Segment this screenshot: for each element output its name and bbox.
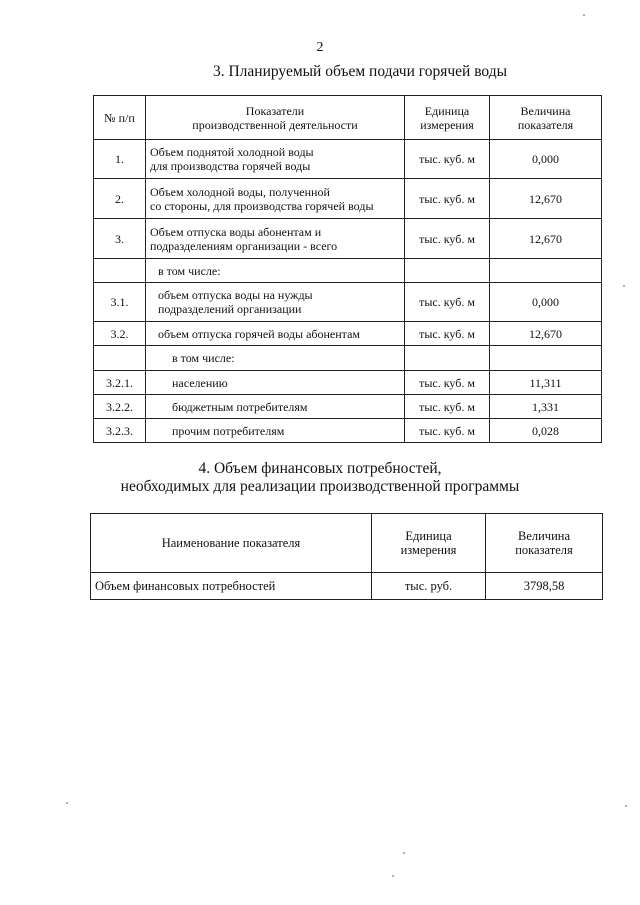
header-indicator: Наименование показателя bbox=[91, 514, 372, 573]
header-value: Величина показателя bbox=[490, 96, 602, 140]
table-row bbox=[94, 179, 602, 219]
header-unit: Единица измерения bbox=[405, 96, 490, 140]
row-value bbox=[490, 346, 602, 371]
row-label: Объем финансовых потребностей bbox=[91, 573, 372, 600]
row-value: 12,670 bbox=[490, 219, 602, 259]
row-value bbox=[490, 259, 602, 283]
section-4-title-line-2: необходимых для реализации производственной программы bbox=[120, 478, 520, 495]
table-row bbox=[94, 419, 602, 443]
scan-speck bbox=[625, 805, 627, 807]
row-label: бюджетным потребителям bbox=[146, 395, 405, 419]
row-unit: тыс. куб. м bbox=[405, 419, 490, 443]
row-unit bbox=[405, 346, 490, 371]
section-3-title: 3. Планируемый объем подачи горячей воды bbox=[212, 63, 508, 80]
row-label: прочим потребителям bbox=[146, 419, 405, 443]
row-num: 3. bbox=[94, 219, 146, 259]
row-unit: тыс. куб. м bbox=[405, 395, 490, 419]
row-num: 1. bbox=[94, 140, 146, 179]
row-unit: тыс. руб. bbox=[372, 573, 486, 600]
table-row bbox=[91, 573, 603, 600]
table-row bbox=[94, 283, 602, 322]
scan-speck bbox=[623, 285, 625, 287]
table-row bbox=[94, 346, 602, 371]
row-value: 0,028 bbox=[490, 419, 602, 443]
row-value: 0,000 bbox=[490, 283, 602, 322]
row-value: 1,331 bbox=[490, 395, 602, 419]
row-unit: тыс. куб. м bbox=[405, 140, 490, 179]
financial-needs-table bbox=[90, 513, 603, 600]
row-label: Объем отпуска воды абонентам и подразделениям организации - всего bbox=[146, 219, 405, 259]
row-value: 0,000 bbox=[490, 140, 602, 179]
row-label: Объем холодной воды, полученной со стороны, для производства горячей воды bbox=[146, 179, 405, 219]
header-value: Величина показателя bbox=[486, 514, 603, 573]
table-row bbox=[94, 140, 602, 179]
row-label: объем отпуска горячей воды абонентам bbox=[146, 322, 405, 346]
section-4-title bbox=[0, 460, 640, 496]
row-num: 2. bbox=[94, 179, 146, 219]
row-num bbox=[94, 259, 146, 283]
table-header-row bbox=[91, 514, 603, 573]
hot-water-volume-table bbox=[93, 95, 602, 443]
page-number: 2 bbox=[316, 40, 324, 55]
section-4-title-line-1: 4. Объем финансовых потребностей, bbox=[198, 460, 442, 477]
scan-speck bbox=[392, 875, 394, 877]
row-unit: тыс. куб. м bbox=[405, 283, 490, 322]
row-value: 12,670 bbox=[490, 179, 602, 219]
row-unit: тыс. куб. м bbox=[405, 322, 490, 346]
table-row bbox=[94, 219, 602, 259]
header-indicator: Показатели производственной деятельности bbox=[146, 96, 405, 140]
header-num: № п/п bbox=[94, 96, 146, 140]
scan-speck bbox=[583, 14, 585, 16]
row-value: 12,670 bbox=[490, 322, 602, 346]
header-unit: Единица измерения bbox=[372, 514, 486, 573]
row-unit: тыс. куб. м bbox=[405, 371, 490, 395]
row-num: 3.2.1. bbox=[94, 371, 146, 395]
row-num: 3.1. bbox=[94, 283, 146, 322]
table-row bbox=[94, 259, 602, 283]
row-value: 3798,58 bbox=[486, 573, 603, 600]
scan-speck bbox=[66, 802, 68, 804]
row-label: объем отпуска воды на нужды подразделений организации bbox=[146, 283, 405, 322]
row-label: населению bbox=[146, 371, 405, 395]
row-unit: тыс. куб. м bbox=[405, 179, 490, 219]
row-num: 3.2. bbox=[94, 322, 146, 346]
table-row bbox=[94, 395, 602, 419]
row-label: Объем поднятой холодной воды для производства горячей воды bbox=[146, 140, 405, 179]
row-num: 3.2.2. bbox=[94, 395, 146, 419]
table-row bbox=[94, 322, 602, 346]
table-row bbox=[94, 371, 602, 395]
row-label: в том числе: bbox=[146, 346, 405, 371]
table-header-row bbox=[94, 96, 602, 140]
row-num bbox=[94, 346, 146, 371]
row-unit: тыс. куб. м bbox=[405, 219, 490, 259]
row-unit bbox=[405, 259, 490, 283]
row-num: 3.2.3. bbox=[94, 419, 146, 443]
scan-speck bbox=[403, 852, 405, 854]
row-label: в том числе: bbox=[146, 259, 405, 283]
row-value: 11,311 bbox=[490, 371, 602, 395]
